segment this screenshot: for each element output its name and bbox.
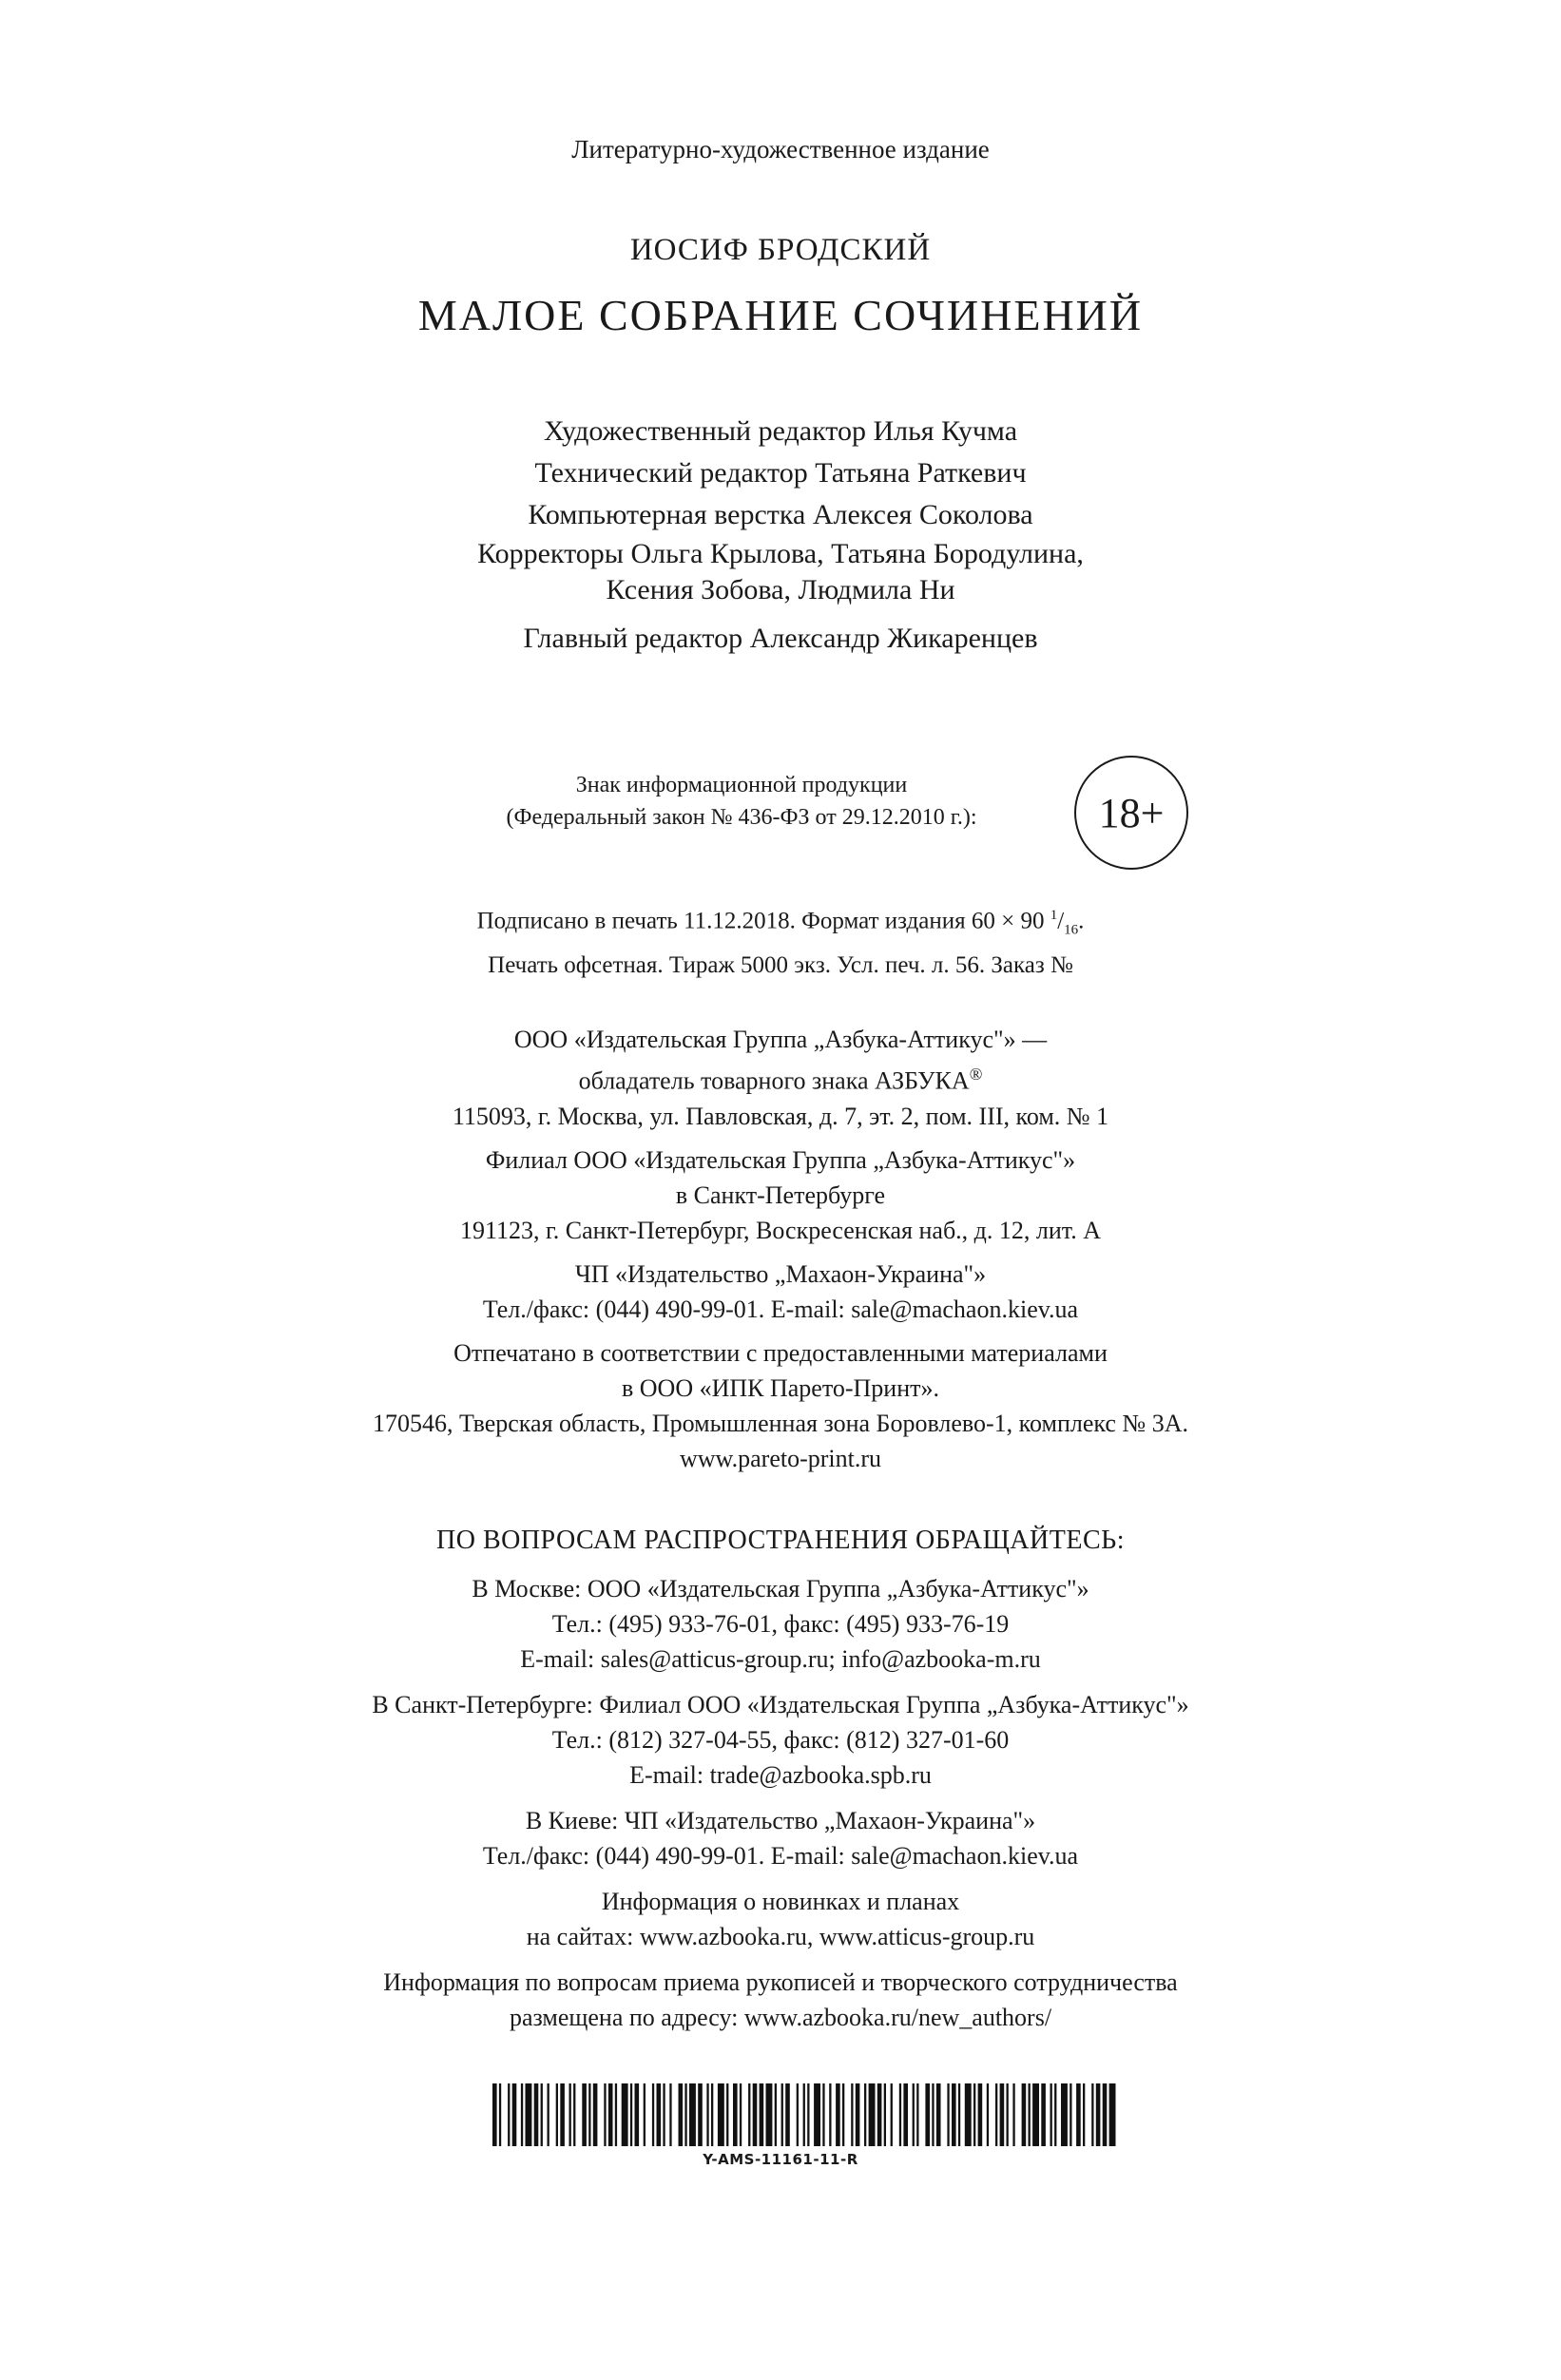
credit-chief-editor: Главный редактор Александр Жикаренцев bbox=[523, 623, 1038, 654]
barcode-bar bbox=[1096, 2083, 1101, 2146]
publishers-block bbox=[0, 1022, 1561, 1476]
barcode-bar bbox=[1012, 2083, 1014, 2146]
barcode-bar bbox=[891, 2083, 893, 2146]
barcode-bar bbox=[775, 2083, 777, 2146]
publisher-1-line-1: ООО «Издательская Группа „Азбука-Аттикус"» — bbox=[513, 1026, 1048, 1053]
news-line-1: Информация о новинках и планах bbox=[601, 1888, 960, 1915]
format-numerator: 1 bbox=[1050, 908, 1058, 923]
barcode-image bbox=[492, 2083, 1116, 2146]
author-text: ИОСИФ БРОДСКИЙ bbox=[629, 233, 932, 267]
format-denominator: 16 bbox=[1064, 922, 1079, 938]
spacer bbox=[0, 1954, 1561, 1965]
kiev-line-1: В Киеве: ЧП «Издательство „Махаон-Украина"» bbox=[525, 1807, 1036, 1834]
edition-type bbox=[0, 135, 1561, 164]
barcode-bar bbox=[733, 2083, 738, 2146]
distribution-heading bbox=[0, 1526, 1561, 1556]
barcode-bar bbox=[760, 2083, 764, 2146]
barcode-bar bbox=[706, 2083, 708, 2146]
spacer bbox=[0, 1134, 1561, 1142]
barcode-bar bbox=[899, 2083, 901, 2146]
barcode-bar bbox=[593, 2083, 598, 2146]
barcode-bar bbox=[877, 2083, 882, 2146]
barcode-bar bbox=[663, 2083, 665, 2146]
barcode-bar bbox=[1103, 2083, 1108, 2146]
barcode-bar bbox=[1032, 2083, 1039, 2146]
barcode-bar bbox=[965, 2083, 972, 2146]
barcode-bar bbox=[608, 2083, 613, 2146]
distribution-contacts bbox=[0, 1571, 1561, 2035]
barcode-bar bbox=[622, 2083, 628, 2146]
barcode-bar bbox=[644, 2083, 646, 2146]
barcode-bar bbox=[803, 2083, 805, 2146]
barcode-bar bbox=[987, 2083, 989, 2146]
barcode-bar bbox=[718, 2083, 724, 2146]
barcode-bar bbox=[711, 2083, 713, 2146]
barcode-bar bbox=[526, 2083, 532, 2146]
barcode-bar bbox=[512, 2083, 517, 2146]
age-rating-badge bbox=[1074, 756, 1188, 870]
barcode-bar bbox=[864, 2083, 866, 2146]
barcode-bar bbox=[936, 2083, 941, 2146]
barcode-bar bbox=[541, 2083, 543, 2146]
spb-line-1: В Санкт-Петербурге: Филиал ООО «Издательская Группа „Азбука-Аттикус"» bbox=[372, 1691, 1189, 1718]
barcode-bar bbox=[521, 2083, 523, 2146]
barcode-bar bbox=[1029, 2083, 1031, 2146]
barcode-bar bbox=[556, 2083, 558, 2146]
barcode-bar bbox=[822, 2083, 824, 2146]
printer-line-1: Отпечатано в соответствии с предоставленными материалами bbox=[453, 1338, 1108, 1367]
barcode-bar bbox=[1091, 2083, 1093, 2146]
spb-line-2: Тел.: (812) 327-04-55, факс: (812) 327-01-60 bbox=[551, 1726, 1010, 1754]
barcode-bar bbox=[829, 2083, 831, 2146]
barcode-bar bbox=[856, 2083, 860, 2146]
credit-proofreaders-1: Корректоры Ольга Крылова, Татьяна Бородулина, bbox=[477, 538, 1084, 569]
barcode-bar bbox=[573, 2083, 575, 2146]
credit-layout: Компьютерная верстка Алексея Соколова bbox=[528, 499, 1033, 530]
barcode-bar bbox=[492, 2083, 497, 2146]
spacer bbox=[0, 608, 1561, 618]
barcode-bar bbox=[1022, 2083, 1027, 2146]
barcode-bar bbox=[534, 2083, 539, 2146]
barcode-bar bbox=[952, 2083, 956, 2146]
publisher-3-line-1: ЧП «Издательство „Махаон-Украина"» bbox=[574, 1259, 987, 1288]
barcode-bar bbox=[995, 2083, 997, 2146]
moscow-line-3: E-mail: sales@atticus-group.ru; info@azbooka-m.ru bbox=[520, 1645, 1041, 1673]
barcode-bar bbox=[766, 2083, 773, 2146]
barcode-bar bbox=[1050, 2083, 1052, 2146]
distribution-heading-text: ПО ВОПРОСАМ РАСПРОСТРАНЕНИЯ ОБРАЩАЙТЕСЬ: bbox=[436, 1526, 1125, 1555]
barcode-bar bbox=[635, 2083, 640, 2146]
barcode-bar bbox=[947, 2083, 949, 2146]
print-info-line-1 bbox=[0, 897, 1561, 948]
publisher-1-address: 115093, г. Москва, ул. Павловская, д. 7, эт. 2, пом. III, ком. № 1 bbox=[452, 1102, 1109, 1130]
edition-type-text: Литературно-художественное издание bbox=[571, 135, 990, 163]
barcode-bar bbox=[615, 2083, 617, 2146]
barcode-bar bbox=[978, 2083, 983, 2146]
credit-proofreaders-2: Ксения Зобова, Людмила Ни bbox=[606, 574, 955, 605]
barcode-bar bbox=[781, 2083, 783, 2146]
barcode-bar bbox=[807, 2083, 809, 2146]
barcode-bar bbox=[797, 2083, 799, 2146]
age-rating-line-1: Знак информационной продукции bbox=[575, 773, 908, 797]
spacer bbox=[0, 1677, 1561, 1687]
print-info-period: . bbox=[1078, 908, 1085, 934]
barcode-bar bbox=[1007, 2083, 1009, 2146]
format-slash: / bbox=[1057, 908, 1065, 934]
moscow-line-1: В Москве: ООО «Издательская Группа „Азбука-Аттикус"» bbox=[472, 1575, 1089, 1603]
barcode-bar bbox=[684, 2083, 686, 2146]
spb-line-3: E-mail: trade@azbooka.spb.ru bbox=[629, 1761, 932, 1789]
barcode-code bbox=[0, 2151, 1561, 2168]
barcode-bar bbox=[669, 2083, 671, 2146]
barcode-bar bbox=[1109, 2083, 1116, 2146]
print-info-line-2: Печать офсетная. Тираж 5000 экз. Усл. печ. л. 56. Заказ № bbox=[488, 952, 1073, 979]
publisher-2-address: 191123, г. Санкт-Петербург, Воскресенская наб., д. 12, лит. А bbox=[460, 1216, 1101, 1244]
author-name bbox=[0, 233, 1561, 268]
barcode-bar bbox=[842, 2083, 844, 2146]
barcode-bar bbox=[604, 2083, 606, 2146]
barcode-bar bbox=[657, 2083, 662, 2146]
barcode-bar bbox=[652, 2083, 654, 2146]
manuscripts-line-1: Информация по вопросам приема рукописей и творческого сотрудничества bbox=[383, 1968, 1178, 1996]
credit-art-editor: Художественный редактор Илья Кучма bbox=[543, 415, 1018, 447]
barcode-bar bbox=[499, 2083, 501, 2146]
barcode-bar bbox=[884, 2083, 886, 2146]
barcode-bar bbox=[1054, 2083, 1056, 2146]
age-rating-block bbox=[380, 756, 1236, 870]
book-title bbox=[0, 290, 1561, 340]
spacer bbox=[0, 1248, 1561, 1257]
publisher-2-line-1: Филиал ООО «Издательская Группа „Азбука-Аттикус"» bbox=[485, 1145, 1076, 1174]
credit-tech-editor: Технический редактор Татьяна Раткевич bbox=[534, 457, 1027, 489]
publisher-1-line-2 bbox=[0, 1057, 1561, 1099]
trademark-text: обладатель товарного знака АЗБУКА bbox=[578, 1066, 970, 1095]
barcode-bar bbox=[560, 2083, 565, 2146]
kiev-line-2: Тел./факс: (044) 490-99-01. E-mail: sale@machaon.kiev.ua bbox=[482, 1842, 1079, 1870]
barcode-bar bbox=[753, 2083, 758, 2146]
barcode-bar bbox=[1041, 2083, 1046, 2146]
barcode-bar bbox=[785, 2083, 790, 2146]
barcode-bar bbox=[932, 2083, 934, 2146]
moscow-line-2: Тел.: (495) 933-76-01, факс: (495) 933-76-19 bbox=[551, 1610, 1010, 1638]
spacer bbox=[0, 1793, 1561, 1803]
printer-line-3: 170546, Тверская область, Промышленная зона Боровлево-1, комплекс № 3А. bbox=[373, 1409, 1188, 1437]
news-line-2: на сайтах: www.azbooka.ru, www.atticus-group.ru bbox=[526, 1923, 1035, 1950]
barcode-bar bbox=[836, 2083, 840, 2146]
barcode-code-text: Y-AMS-11161-11-R bbox=[703, 2151, 858, 2168]
barcode-bar bbox=[1000, 2083, 1005, 2146]
barcode-bar bbox=[569, 2083, 571, 2146]
barcode-bar bbox=[851, 2083, 853, 2146]
print-info-format: Подписано в печать 11.12.2018. Формат издания 60 × 90 bbox=[476, 908, 1050, 934]
barcode-bar bbox=[958, 2083, 960, 2146]
barcode-bar bbox=[748, 2083, 750, 2146]
barcode-bar bbox=[508, 2083, 510, 2146]
manuscripts-line-2: размещена по адресу: www.azbooka.ru/new_authors/ bbox=[509, 2004, 1052, 2031]
barcode-bar bbox=[582, 2083, 587, 2146]
barcode-bar bbox=[740, 2083, 742, 2146]
barcode-bar bbox=[973, 2083, 975, 2146]
barcode-bar bbox=[689, 2083, 696, 2146]
barcode-bar bbox=[814, 2083, 820, 2146]
barcode-bar bbox=[726, 2083, 728, 2146]
barcode-bar bbox=[630, 2083, 632, 2146]
barcode-bar bbox=[1061, 2083, 1068, 2146]
barcode-bar bbox=[588, 2083, 590, 2146]
barcode-bar bbox=[916, 2083, 918, 2146]
spacer bbox=[0, 1327, 1561, 1335]
print-info bbox=[0, 897, 1561, 984]
age-rating-line-2: (Федеральный закон № 436-ФЗ от 29.12.2010 г.): bbox=[506, 805, 977, 830]
printer-line-4: www.pareto-print.ru bbox=[679, 1444, 882, 1472]
publisher-2-line-2: в Санкт-Петербурге bbox=[675, 1180, 886, 1209]
barcode-bar bbox=[1070, 2083, 1071, 2146]
publisher-3-line-2: Тел./факс: (044) 490-99-01. E-mail: sale@machaon.kiev.ua bbox=[482, 1295, 1079, 1323]
age-rating-text bbox=[418, 769, 1065, 834]
barcode-bar bbox=[903, 2083, 908, 2146]
credits-block bbox=[0, 411, 1561, 660]
barcode-bar bbox=[869, 2083, 876, 2146]
barcode-bar bbox=[913, 2083, 915, 2146]
barcode-bar bbox=[679, 2083, 684, 2146]
barcode-bar bbox=[1083, 2083, 1085, 2146]
age-rating-value: 18+ bbox=[1098, 789, 1165, 836]
barcode-bar bbox=[698, 2083, 703, 2146]
book-title-text: МАЛОЕ СОБРАНИЕ СОЧИНЕНИЙ bbox=[417, 291, 1144, 339]
barcode-bar bbox=[1076, 2083, 1081, 2146]
printer-line-2: в ООО «ИПК Парето-Принт». bbox=[621, 1373, 939, 1402]
barcode-bar bbox=[548, 2083, 549, 2146]
barcode-bar bbox=[925, 2083, 930, 2146]
registered-mark: ® bbox=[969, 1065, 983, 1084]
spacer bbox=[0, 1873, 1561, 1884]
